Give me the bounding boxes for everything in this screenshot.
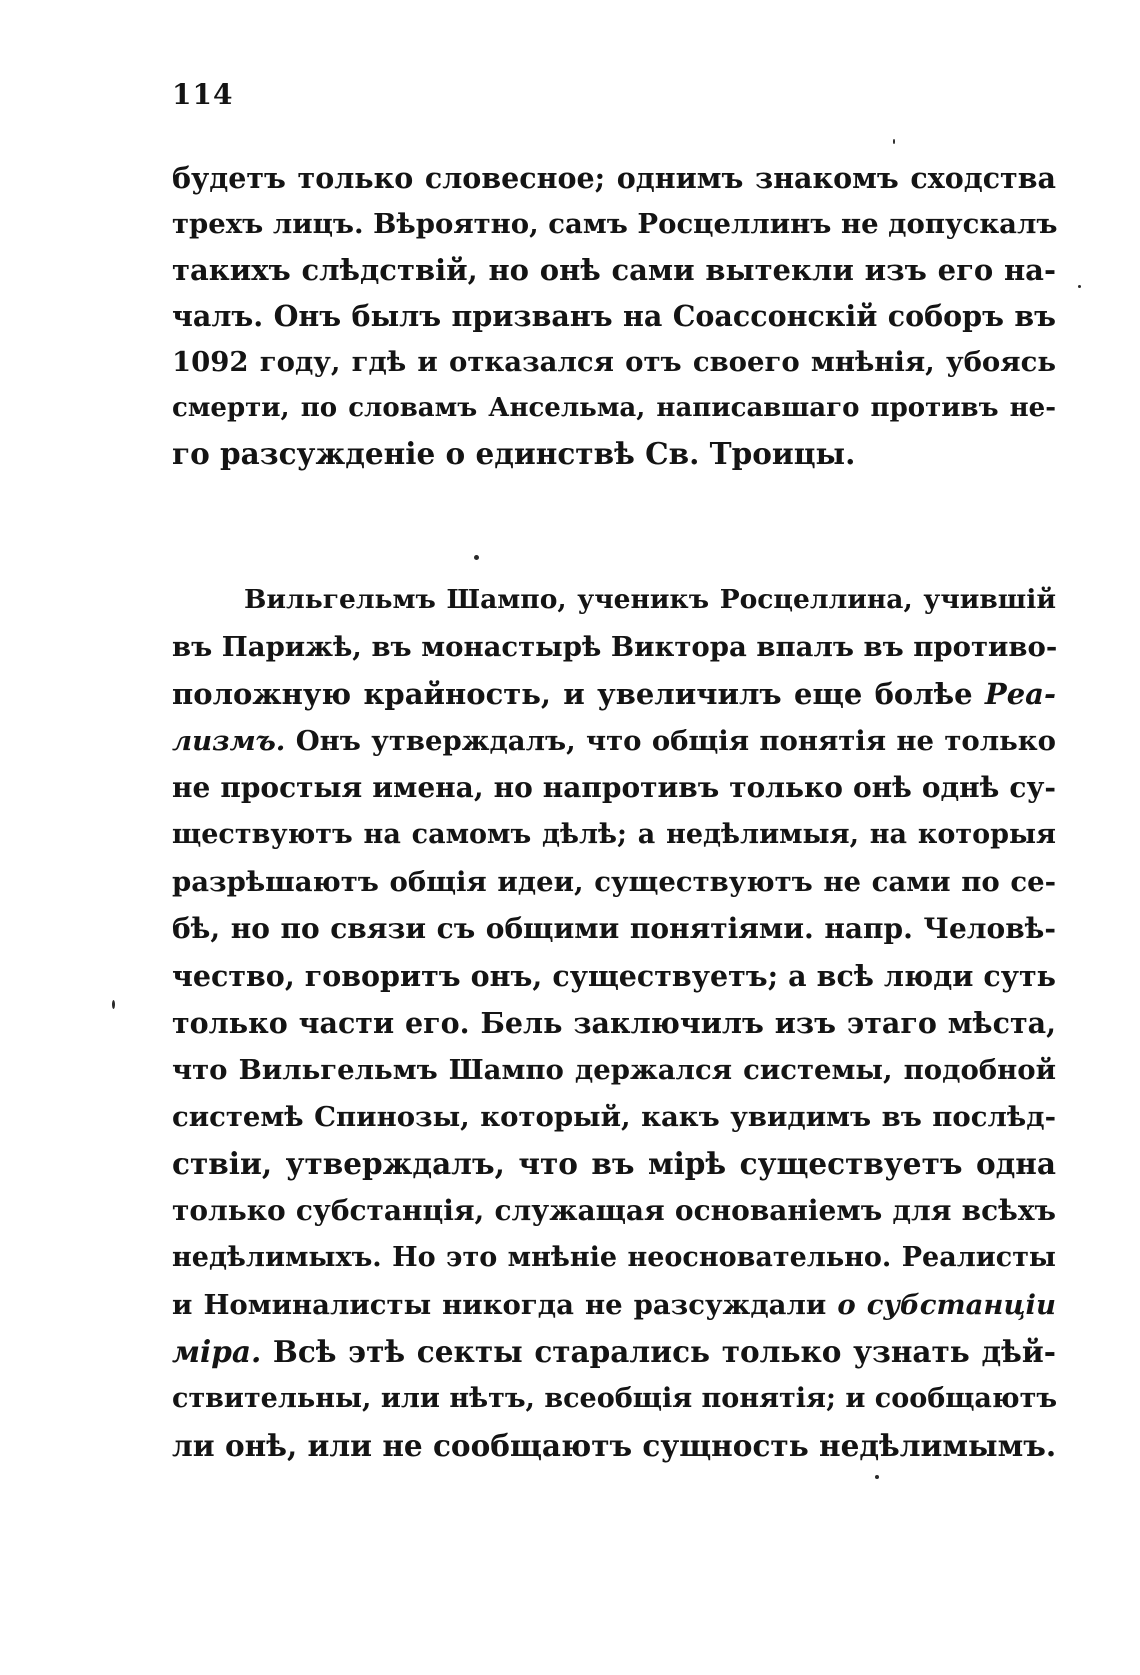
italic-term: Реа- <box>984 677 1056 711</box>
text-line: трехъ лицъ. Вѣроятно, самъ Росцеллинъ не допускалъ <box>172 208 1058 240</box>
text-line: системѣ Спинозы, который, какъ увидимъ въ послѣд- <box>172 1101 1056 1133</box>
text-line: разрѣшаютъ общія идеи, существуютъ не сами по се- <box>172 866 1056 898</box>
scan-speck <box>112 1000 115 1009</box>
text-line: го разсужденіе о единствѣ Св. Троицы. <box>172 436 856 471</box>
text-line: недѣлимыхъ. Но это мнѣніе неосновательно. Реалисты <box>172 1242 1056 1273</box>
text-segment: и Номиналисты никогда не разсуждали <box>172 1289 827 1321</box>
text-line: чалъ. Онъ былъ призванъ на Соассонскій соборъ въ <box>172 299 1056 333</box>
scan-speck <box>893 139 895 144</box>
text-line: ществуютъ на самомъ дѣлѣ; а недѣлимыя, на которыя <box>172 819 1056 850</box>
text-line: не простыя имена, но напротивъ только онѣ однѣ су- <box>172 771 1056 804</box>
text-line: будетъ только словесное; однимъ знакомъ сходства <box>172 161 1056 195</box>
scan-speck <box>1078 285 1081 288</box>
text-line: чество, говоритъ онъ, существуетъ; а всѣ люди суть <box>172 959 1056 993</box>
text-line: ствіи, утверждалъ, что въ мірѣ существуетъ одна <box>172 1146 1056 1181</box>
text-line: 1092 году, гдѣ и отказался отъ своего мнѣнія, убоясь <box>172 346 1056 378</box>
text-line: такихъ слѣдствій, но онѣ сами вытекли изъ его на- <box>172 253 1056 287</box>
text-line <box>172 1279 1056 1331</box>
text-line: ли онѣ, или не сообщаютъ сущность недѣлимымъ. <box>172 1428 1057 1463</box>
text-line: ствительны, или нѣтъ, всеобщія понятія; и сообщаютъ <box>172 1383 1058 1414</box>
text-line: бѣ, но по связи съ общими понятіями. напр. Человѣ- <box>172 912 1056 945</box>
scan-speck <box>875 1475 879 1479</box>
text-segment: Всѣ этѣ секты старались только узнать дѣй- <box>272 1334 1056 1369</box>
italic-term: о субстанціи <box>837 1289 1056 1321</box>
text-line: что Вильгельмъ Шампо держался системы, подобной <box>172 1054 1056 1086</box>
text-line: Вильгельмъ Шампо, ученикъ Росцеллина, учившій <box>244 584 1056 615</box>
text-line <box>172 715 1056 767</box>
text-line <box>172 668 1056 720</box>
text-line: въ Парижѣ, въ монастырѣ Виктора впалъ въ противо- <box>172 631 1058 663</box>
text-segment: положную крайность, и увеличилъ еще болѣе <box>172 677 973 711</box>
text-segment: Онъ утверждалъ, что общія понятія не только <box>295 725 1056 757</box>
page-number: 114 <box>172 78 234 111</box>
scan-speck <box>474 555 479 560</box>
text-line: только части его. Бель заключилъ изъ этаго мѣста, <box>172 1006 1056 1040</box>
italic-term: лизмъ. <box>172 725 286 757</box>
text-line: смерти, по словамъ Ансельма, написавшаго противъ не- <box>172 393 1056 423</box>
text-line: только субстанція, служащая основаніемъ для всѣхъ <box>172 1194 1056 1227</box>
italic-term: міра. <box>172 1334 262 1369</box>
text-line <box>172 1326 1056 1378</box>
